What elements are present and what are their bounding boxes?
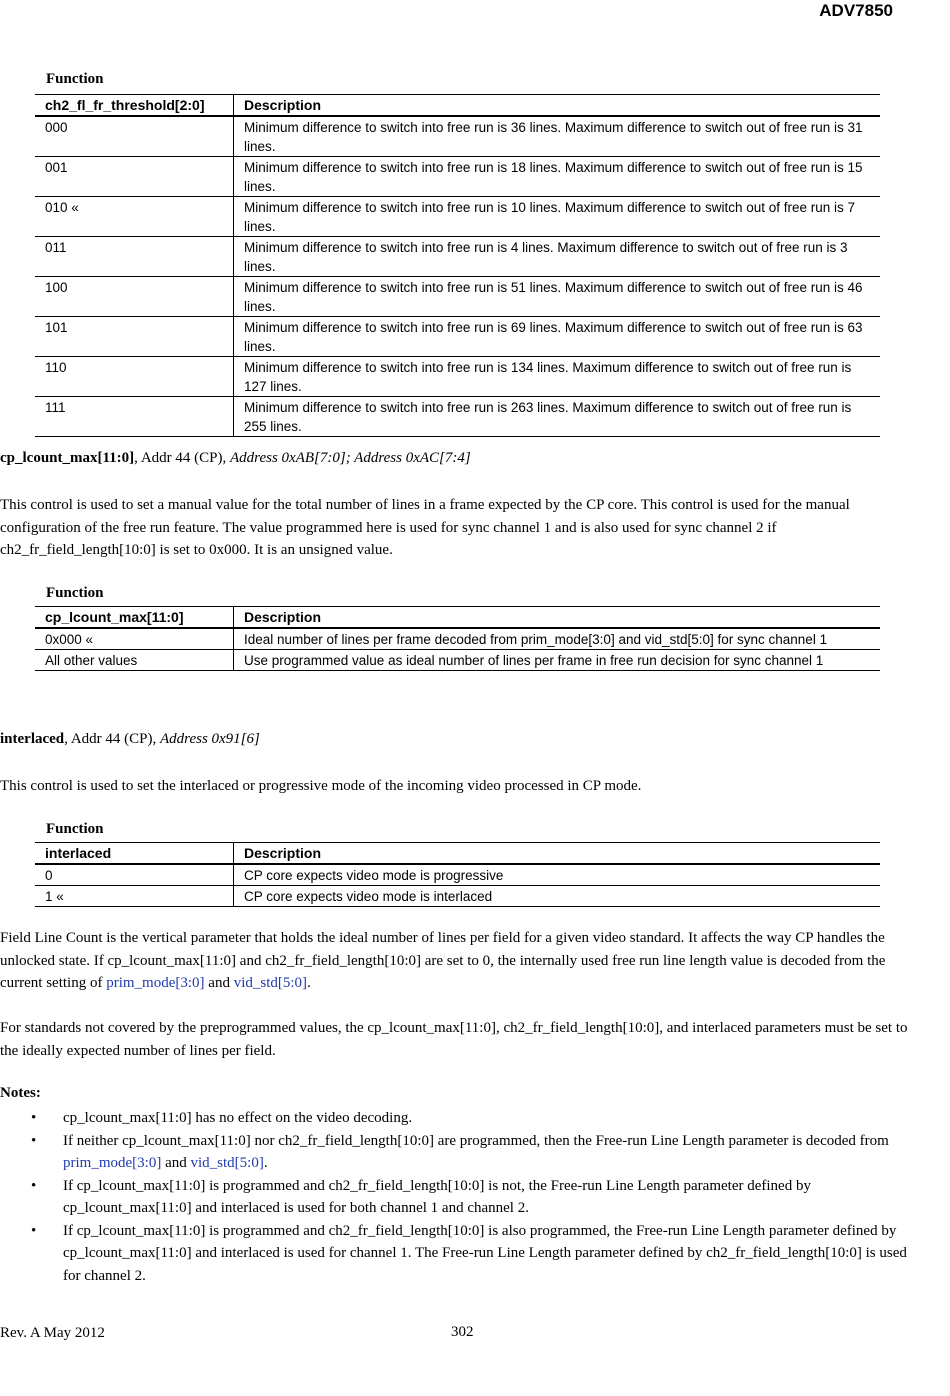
bullet-icon: • bbox=[31, 1132, 37, 1149]
table-cell-description: Minimum difference to switch into free run is 51 lines. Maximum difference to switch out of free run is 46 lines. bbox=[244, 280, 863, 314]
table-cell-description: Minimum difference to switch into free run is 69 lines. Maximum difference to switch out of free run is 63 lines. bbox=[244, 320, 863, 354]
notes-heading: Notes: bbox=[0, 1085, 41, 1101]
threshold-table bbox=[35, 94, 880, 437]
list-item bbox=[0, 1175, 922, 1220]
column-header-threshold: ch2_fl_fr_threshold[2:0] bbox=[35, 95, 234, 117]
table-row bbox=[35, 357, 880, 397]
table-cell-description: Use programmed value as ideal number of lines per frame in free run decision for sync channel 1 bbox=[244, 653, 824, 668]
paragraph-text: and bbox=[204, 975, 234, 991]
register-heading-cp-lcount-max bbox=[0, 450, 471, 467]
register-addr: , Addr 44 (CP), bbox=[134, 450, 231, 466]
footer-revision: Rev. A May 2012 bbox=[0, 1325, 105, 1341]
table-cell-description: Minimum difference to switch into free run is 36 lines. Maximum difference to switch out of free run is 31 lines. bbox=[244, 120, 863, 154]
column-header-cp-lcount-max: cp_lcount_max[11:0] bbox=[35, 607, 234, 629]
list-item bbox=[0, 1130, 922, 1175]
table-row bbox=[35, 277, 880, 317]
column-header-description: Description bbox=[244, 845, 322, 861]
register-description: This control is used to set the interlaced or progressive mode of the incoming video processed in CP mode. bbox=[0, 778, 642, 794]
note-text: If cp_lcount_max[11:0] is programmed and ch2_fr_field_length[10:0] is also programmed, the Free-run Line Length parameter defined by cp_lcount_max[11:0] and interlaced is used for channel 1. The Free-run Line Length parameter defined by ch2_fr_field_length[10:0] is used for channel 2. bbox=[63, 1222, 907, 1284]
bullet-icon: • bbox=[31, 1222, 37, 1239]
table-cell-value: 0 bbox=[35, 864, 234, 886]
note-text: cp_lcount_max[11:0] has no effect on the video decoding. bbox=[63, 1110, 413, 1126]
table-cell-value: 010 « bbox=[35, 197, 234, 237]
column-header-description: Description bbox=[244, 97, 322, 113]
table-cell-value: 000 bbox=[35, 116, 234, 157]
table-cell-description: Minimum difference to switch into free run is 18 lines. Maximum difference to switch out of free run is 15 lines. bbox=[244, 160, 863, 194]
table-row bbox=[35, 197, 880, 237]
register-addr: , Addr 44 (CP), bbox=[64, 731, 160, 747]
register-address: Address 0xAB[7:0]; Address 0xAC[7:4] bbox=[230, 450, 471, 466]
bullet-icon: • bbox=[31, 1110, 37, 1126]
table-row bbox=[35, 650, 880, 671]
paragraph-text: . bbox=[307, 975, 311, 991]
table-cell-value: 0x000 « bbox=[35, 628, 234, 650]
table-cell-value: All other values bbox=[35, 650, 234, 671]
standards-paragraph: For standards not covered by the preprogrammed values, the cp_lcount_max[11:0], ch2_fr_field_length[10:0], and interlaced parameters must be set to the ideally expected number of lines per field. bbox=[0, 1020, 908, 1059]
table-cell-description: CP core expects video mode is progressive bbox=[244, 868, 504, 883]
table-row bbox=[35, 157, 880, 197]
table-function-label: Function bbox=[46, 821, 104, 837]
prim-mode-link[interactable]: prim_mode[3:0] bbox=[106, 975, 205, 991]
table-row bbox=[35, 628, 880, 650]
table-cell-value: 011 bbox=[35, 237, 234, 277]
table-cell-value: 1 « bbox=[35, 886, 234, 907]
table-cell-value: 100 bbox=[35, 277, 234, 317]
table-header-row bbox=[35, 607, 880, 629]
paragraph-text: Field Line Count is the vertical parameter that holds the ideal number of lines per field for a given video standard. It affects the way CP handles the unlocked state. If cp_lcount_max[11:0] and ch2_fr_field_length[10:0] are set to 0, the internally used free run line length value is decoded from the current setting of bbox=[0, 930, 886, 991]
register-description: This control is used to set a manual value for the total number of lines in a frame expected by the CP core. This control is used for the manual configuration of the free run feature. The value programmed here is used for sync channel 1 and is also used for sync channel 2 if ch2_fr_field_length[10:0] is set to 0x000. It is an unsigned value. bbox=[0, 497, 850, 558]
document-header-title: ADV7850 bbox=[819, 1, 893, 20]
table-cell-value: 111 bbox=[35, 397, 234, 437]
vid-std-link[interactable]: vid_std[5:0] bbox=[233, 975, 308, 991]
table-row bbox=[35, 317, 880, 357]
table-row bbox=[35, 237, 880, 277]
register-heading-interlaced bbox=[0, 731, 260, 748]
table-function-label: Function bbox=[46, 71, 104, 87]
interlaced-table bbox=[35, 842, 880, 907]
table-cell-value: 001 bbox=[35, 157, 234, 197]
table-row bbox=[35, 886, 880, 907]
table-cell-description: CP core expects video mode is interlaced bbox=[244, 889, 493, 904]
register-name: interlaced bbox=[0, 731, 65, 747]
table-header-row bbox=[35, 843, 880, 865]
column-header-interlaced: interlaced bbox=[35, 843, 234, 865]
table-cell-description: Minimum difference to switch into free run is 263 lines. Maximum difference to switch out of free run is 255 lines. bbox=[244, 400, 852, 434]
register-address: Address 0x91[6] bbox=[160, 731, 260, 747]
field-line-count-paragraph bbox=[0, 927, 920, 995]
table-row bbox=[35, 397, 880, 437]
register-name: cp_lcount_max[11:0] bbox=[0, 450, 135, 466]
notes-list bbox=[0, 1107, 922, 1287]
table-cell-description: Minimum difference to switch into free run is 4 lines. Maximum difference to switch out of free run is 3 lines. bbox=[244, 240, 848, 274]
vid-std-link[interactable]: vid_std[5:0] bbox=[190, 1155, 264, 1171]
bullet-icon: • bbox=[31, 1177, 37, 1194]
column-header-description: Description bbox=[244, 609, 322, 625]
note-text: . bbox=[263, 1155, 268, 1171]
list-item bbox=[0, 1107, 922, 1130]
table-row bbox=[35, 116, 880, 157]
table-row bbox=[35, 864, 880, 886]
note-text: and bbox=[161, 1155, 191, 1171]
table-cell-description: Minimum difference to switch into free run is 134 lines. Maximum difference to switch out of free run is 127 lines. bbox=[244, 360, 852, 394]
prim-mode-link[interactable]: prim_mode[3:0] bbox=[63, 1155, 162, 1171]
list-item bbox=[0, 1220, 922, 1288]
table-cell-description: Ideal number of lines per frame decoded from prim_mode[3:0] and vid_std[5:0] for sync channel 1 bbox=[244, 632, 828, 647]
table-cell-description: Minimum difference to switch into free run is 10 lines. Maximum difference to switch out of free run is 7 lines. bbox=[244, 200, 856, 234]
table-cell-value: 110 bbox=[35, 357, 234, 397]
table-cell-value: 101 bbox=[35, 317, 234, 357]
table-function-label: Function bbox=[46, 585, 104, 601]
footer-page-number: 302 bbox=[451, 1324, 474, 1340]
table-header-row bbox=[35, 95, 880, 117]
cp-lcount-max-table bbox=[35, 606, 880, 671]
note-text: If neither cp_lcount_max[11:0] nor ch2_fr_field_length[10:0] are programmed, then the Free-run Line Length parameter is decoded from bbox=[63, 1132, 889, 1149]
note-text: If cp_lcount_max[11:0] is programmed and ch2_fr_field_length[10:0] is not, the Free-run Line Length parameter defined by cp_lcount_max[11:0] and interlaced is used for both channel 1 and channel 2. bbox=[63, 1177, 811, 1216]
